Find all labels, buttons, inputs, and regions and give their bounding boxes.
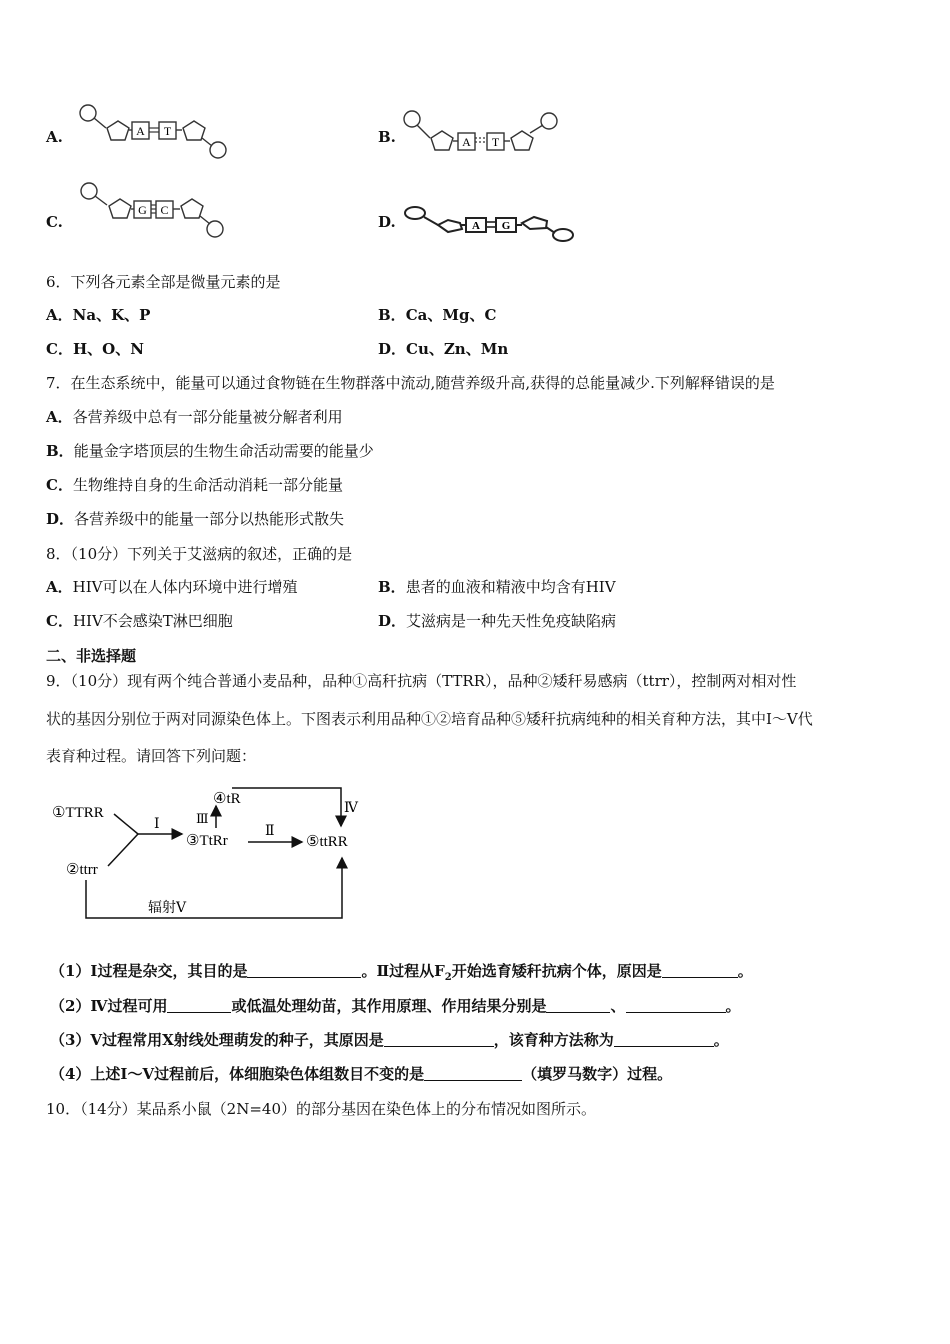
q6-option-a: A．Na、K、P (46, 306, 151, 324)
q8-option-d: D．艾滋病是一种先天性免疫缺陷病 (378, 612, 617, 630)
process-4: Ⅳ (344, 801, 358, 816)
base-c-right: C (160, 203, 169, 217)
base-b-left: A (462, 135, 471, 149)
node-1: ①TTRR (52, 805, 104, 821)
option-a-figure (78, 102, 233, 162)
option-c-letter: C. (46, 213, 63, 231)
process-2: Ⅱ (265, 824, 275, 839)
q9-sub3: （3）Ⅴ过程常用X射线处理萌发的种子，其原因是 ，该育种方法称为 。 (50, 1031, 729, 1049)
option-d-letter: D. (378, 213, 396, 231)
base-c-left: G (138, 203, 147, 217)
q7-option-c: C．生物维持自身的生命活动消耗一部分能量 (46, 476, 343, 494)
option-b-letter: B. (378, 128, 396, 146)
node-2: ②ttrr (66, 862, 98, 878)
base-a-left: A (136, 124, 145, 138)
q9-sub2: （2）Ⅳ过程可用 或低温处理幼苗，其作用原理、作用结果分别是 、 。 (50, 997, 741, 1015)
q10-stem: 10．（14分）某品系小鼠（2N=40）的部分基因在染色体上的分布情况如图所示。 (46, 1100, 597, 1118)
blank-7[interactable] (614, 1032, 714, 1047)
q8-stem: 8．（10分）下列关于艾滋病的叙述，正确的是 (46, 545, 353, 563)
q8-option-b: B．患者的血液和精液中均含有HIV (378, 578, 616, 596)
option-a-letter: A. (46, 128, 63, 146)
node-3: ③TtRr (186, 833, 228, 849)
option-c-figure (78, 180, 233, 242)
q6-option-b: B．Ca、Mg、C (378, 306, 497, 324)
q6-option-d: D．Cu、Zn、Mn (378, 340, 509, 358)
blank-4[interactable] (546, 998, 610, 1013)
q7-option-a: A．各营养级中总有一部分能量被分解者利用 (46, 408, 343, 426)
breeding-diagram (46, 770, 376, 928)
process-1: Ⅰ (154, 817, 160, 832)
q8-option-c: C．HIV不会感染T淋巴细胞 (46, 612, 233, 630)
q8-option-a: A．HIV可以在人体内环境中进行增殖 (46, 578, 298, 596)
q9-sub1: （1）Ⅰ过程是杂交，其目的是 。Ⅱ过程从$F_2$开始选育矮秆抗病个体，原因是 。 (50, 962, 753, 983)
q9-stem-line2: 状的基因分别位于两对同源染色体上。下图表示利用品种①②培育品种⑤矮秆抗病纯种的相关育种方法，其中Ⅰ～Ⅴ代 (46, 710, 813, 728)
section-heading: 二、非选择题 (46, 647, 137, 665)
q9-sub4: （4）上述Ⅰ～Ⅴ过程前后，体细胞染色体组数目不变的是 （填罗马数字）过程。 (50, 1065, 673, 1083)
process-3: Ⅲ (196, 811, 209, 826)
base-d-right: G (501, 220, 511, 232)
q7-option-d: D．各营养级中的能量一部分以热能形式散失 (46, 510, 345, 528)
blank-8[interactable] (424, 1066, 522, 1081)
base-d-left: A (472, 220, 480, 232)
process-5: 辐射Ⅴ (148, 901, 187, 916)
option-d-figure (402, 200, 577, 245)
q6-stem: 6．下列各元素全部是微量元素的是 (46, 273, 281, 291)
blank-5[interactable] (626, 998, 726, 1013)
q6-option-c: C．H、O、N (46, 340, 144, 358)
q7-stem: 7．在生态系统中，能量可以通过食物链在生物群落中流动,随营养级升高,获得的总能量减少.下列解释错误的是 (46, 374, 775, 392)
q9-stem-line1: 9．（10分）现有两个纯合普通小麦品种，品种①高秆抗病（TTRR），品种②矮秆易感病（ttrr），控制两对相对性 (46, 672, 797, 690)
blank-1[interactable] (247, 963, 361, 978)
blank-6[interactable] (384, 1032, 494, 1047)
base-b-right: T (491, 135, 500, 149)
blank-2[interactable] (662, 963, 738, 978)
option-b-figure (400, 108, 565, 158)
q7-option-b: B．能量金字塔顶层的生物生命活动需要的能量少 (46, 442, 374, 460)
base-a-right: T (163, 124, 172, 138)
q9-stem-line3: 表育种过程。请回答下列问题： (46, 747, 257, 765)
blank-3[interactable] (167, 998, 231, 1013)
node-4: ④tR (213, 791, 241, 807)
node-5: ⑤ttRR (306, 834, 348, 850)
